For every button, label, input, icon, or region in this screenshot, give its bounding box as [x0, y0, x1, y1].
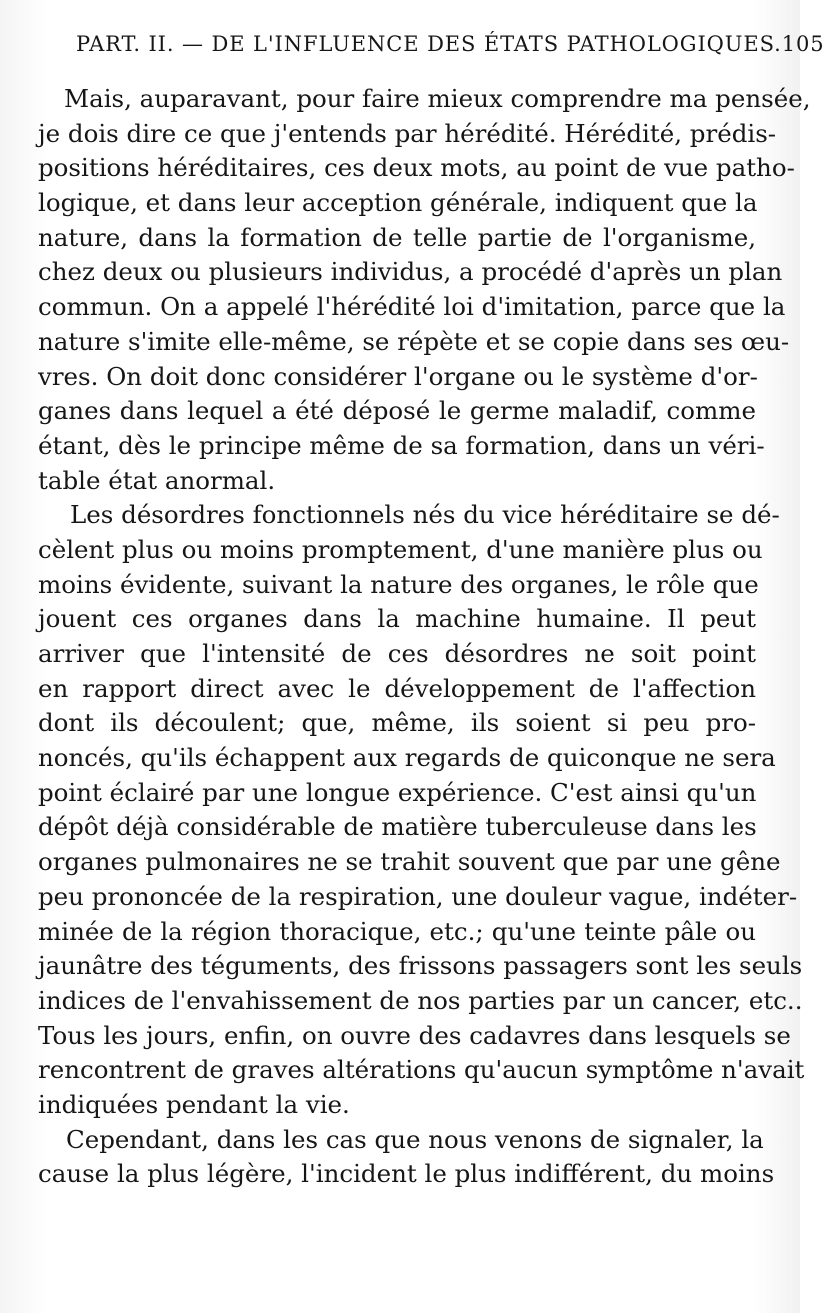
text-line: indiquées pendant la vie.	[38, 1089, 350, 1119]
text-line: jouent ces organes dans la machine humaine. Il peut	[38, 604, 756, 634]
text-line: étant, dès le principe même de sa formation, dans un véri-	[38, 430, 765, 460]
text-line: commun. On a appelé l'hérédité loi d'imitation, parce que la	[38, 292, 786, 322]
text-line: nature s'imite elle-même, se répète et se copie dans ses œu-	[38, 326, 790, 356]
text-line: jaunâtre des téguments, des frissons passagers sont les seuls	[38, 951, 803, 981]
text-line: moins évidente, suivant la nature des organes, le rôle que	[38, 569, 759, 599]
text-line: positions héréditaires, ces deux mots, au point de vue patho-	[38, 153, 795, 183]
text-line: chez deux ou plusieurs individus, a procédé d'après un plan	[38, 257, 783, 287]
text-line: Les désordres fonctionnels nés du vice héréditaire se dé-	[70, 500, 780, 530]
text-line: table état anormal.	[38, 465, 276, 495]
text-line: rencontrent de graves altérations qu'aucun symptôme n'avait	[38, 1055, 805, 1085]
text-line: je dois dire ce que j'entends par hérédité. Hérédité, prédis-	[38, 118, 777, 148]
paragraph	[38, 1123, 775, 1192]
running-header-title: PART. II. — DE L'INFLUENCE DES ÉTATS PATHOLOGIQUES.	[76, 32, 782, 56]
running-header	[76, 32, 825, 72]
text-line: en rapport direct avec le développement de l'affection	[38, 673, 756, 703]
text-line: Tous les jours, enfin, on ouvre des cadavres dans lesquels se	[38, 1020, 791, 1050]
text-line: vres. On doit donc considérer l'organe ou le système d'or-	[38, 361, 758, 391]
text-line: logique, et dans leur acception générale, indiquent que la	[38, 188, 758, 218]
paragraph	[38, 498, 805, 1122]
text-line: point éclairé par une longue expérience. C'est ainsi qu'un	[38, 777, 757, 807]
body-text	[38, 82, 811, 1192]
paragraph	[38, 82, 811, 498]
text-line: Mais, auparavant, pour faire mieux comprendre ma pensée,	[64, 84, 811, 113]
text-line: dont ils découlent; que, même, ils soient si peu pro-	[38, 708, 756, 738]
text-line: organes pulmonaires ne se trahit souvent que par une gêne	[38, 847, 781, 877]
text-line: cèlent plus ou moins promptement, d'une manière plus ou	[38, 534, 763, 564]
text-line: ganes dans lequel a été déposé le germe maladif, comme	[38, 396, 756, 426]
text-line: cause la plus légère, l'incident le plus indifférent, du moins	[38, 1159, 775, 1189]
text-line: indices de l'envahissement de nos parties par un cancer, etc..	[38, 985, 803, 1015]
text-line: noncés, qu'ils échappent aux regards de quiconque ne sera	[38, 743, 776, 773]
text-line: nature, dans la formation de telle partie de l'organisme,	[38, 222, 756, 252]
text-line: peu prononcée de la respiration, une douleur vague, indéter-	[38, 881, 798, 911]
text-line: minée de la région thoracique, etc.; qu'une teinte pâle ou	[38, 916, 756, 946]
text-line: Cependant, dans les cas que nous venons de signaler, la	[66, 1124, 764, 1154]
text-line: arriver que l'intensité de ces désordres ne soit point	[38, 639, 756, 668]
page-number: 105	[781, 32, 825, 56]
text-line: dépôt déjà considérable de matière tuberculeuse dans les	[38, 812, 757, 842]
